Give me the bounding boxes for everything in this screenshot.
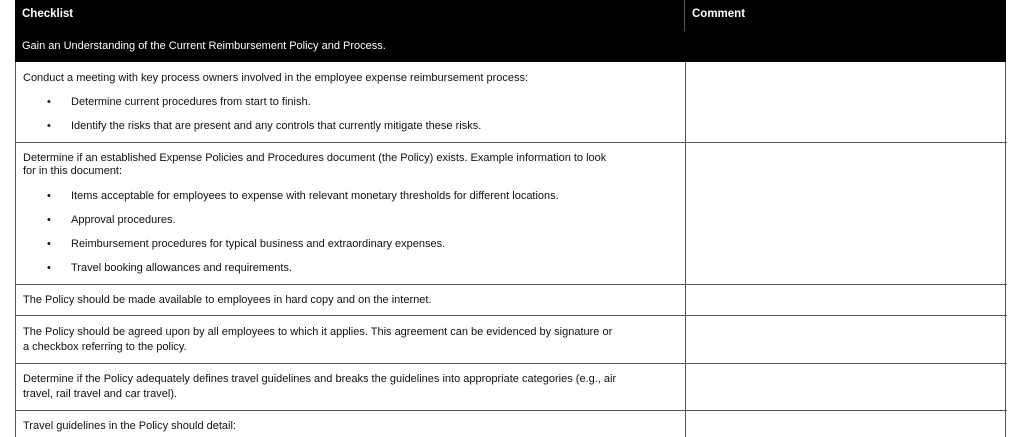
row-6-text: Travel guidelines in the Policy should detail: xyxy=(23,420,236,432)
row-1-bullet-2: • Identify the risks that are present and any controls that currently mitigate these risks. xyxy=(71,120,671,133)
row-2-text-line-1: Determine if an established Expense Policies and Procedures document (the Policy) exists. Example information to look xyxy=(23,152,607,164)
table-header xyxy=(15,0,1006,31)
row-divider xyxy=(16,410,1007,411)
row-2-bullet-4: • Travel booking allowances and requirements. xyxy=(71,262,671,275)
section-heading-row xyxy=(15,31,1006,62)
header-divider xyxy=(684,0,685,31)
row-2-bullet-3: • Reimbursement procedures for typical business and extraordinary expenses. xyxy=(71,238,671,251)
row-3-text: The Policy should be made available to employees in hard copy and on the internet. xyxy=(23,294,432,306)
row-divider xyxy=(16,142,1007,143)
row-1-bullet-1: • Determine current procedures from start to finish. xyxy=(71,96,671,109)
row-5-text-line-1: Determine if the Policy adequately defines travel guidelines and breaks the guidelines into appropriate categories (e.g., air xyxy=(23,373,617,385)
row-1-text: Conduct a meeting with key process owners involved in the employee expense reimbursement process: xyxy=(23,72,529,84)
row-2-text-line-2: for in this document: xyxy=(23,165,123,177)
row-2-bullet-2: • Approval procedures. xyxy=(71,214,671,227)
checklist-table xyxy=(15,0,1006,437)
column-divider xyxy=(685,62,686,437)
row-5-text-line-2: travel, rail travel and car travel). xyxy=(23,388,178,400)
checklist-column-header: Checklist xyxy=(22,8,74,20)
table-body xyxy=(15,62,1006,437)
comment-column-header: Comment xyxy=(692,8,746,20)
row-divider xyxy=(16,363,1007,364)
row-divider xyxy=(16,315,1007,316)
row-4-text-line-1: The Policy should be agreed upon by all employees to which it applies. This agreement can be evidenced by signature or xyxy=(23,326,613,338)
section-title: Gain an Understanding of the Current Reimbursement Policy and Process. xyxy=(22,40,386,52)
row-4-text-line-2: a checkbox referring to the policy. xyxy=(23,341,187,353)
row-divider xyxy=(16,284,1007,285)
row-2-bullet-1: • Items acceptable for employees to expense with relevant monetary thresholds for different locations. xyxy=(71,190,671,203)
